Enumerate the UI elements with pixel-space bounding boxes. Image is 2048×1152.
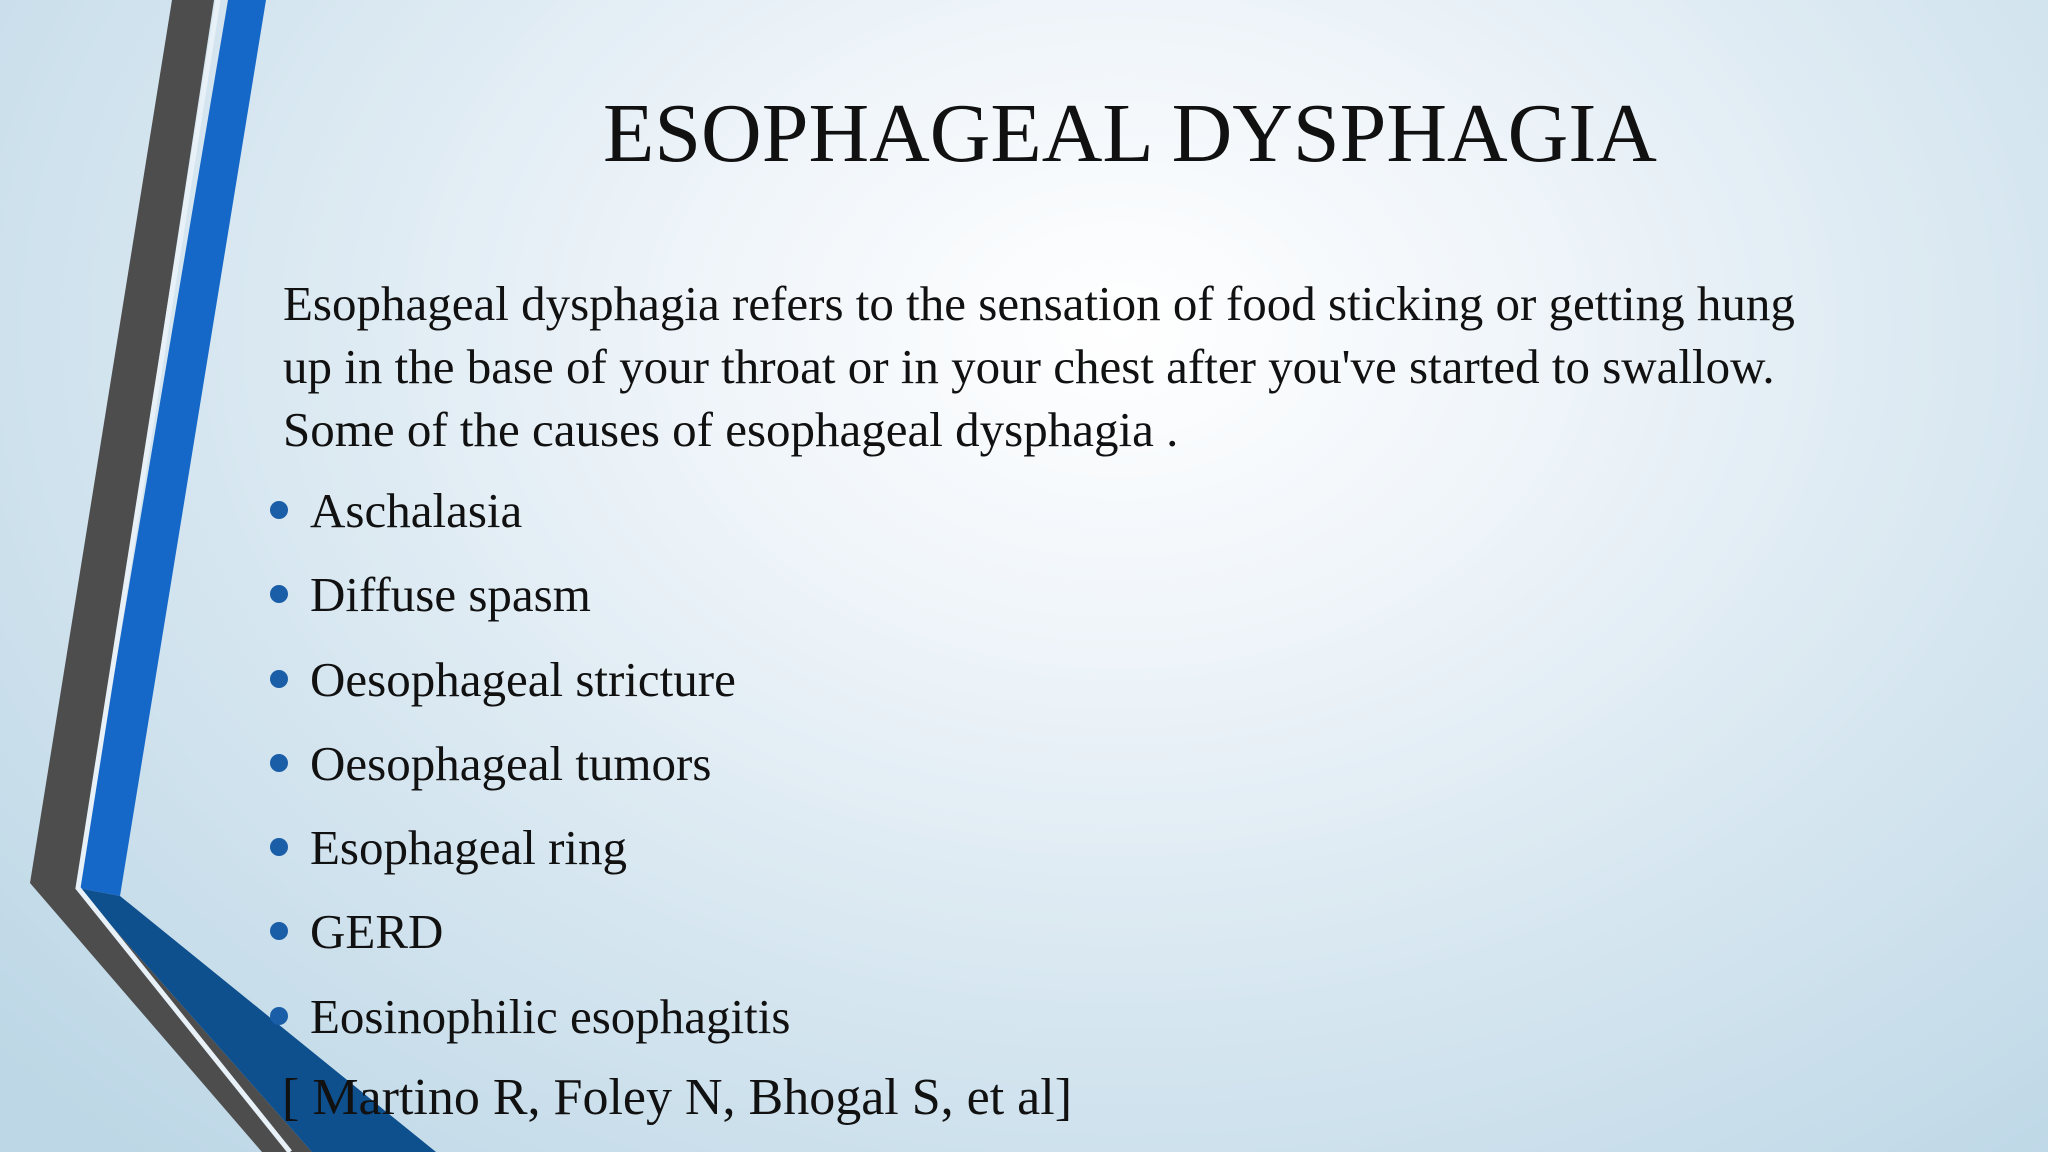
- list-item-label: GERD: [310, 904, 444, 960]
- list-item-label: Diffuse spasm: [310, 567, 591, 623]
- causes-list: [268, 478, 790, 1068]
- list-item: [268, 731, 790, 815]
- bullet-dot-icon: [270, 838, 288, 856]
- bullet-dot-icon: [270, 754, 288, 772]
- list-item-label: Oesophageal tumors: [310, 735, 712, 791]
- bullet-dot-icon: [270, 922, 288, 940]
- bullet-dot-icon: [270, 670, 288, 688]
- list-item-label: Oesophageal stricture: [310, 651, 736, 707]
- citation: [ Martino R, Foley N, Bhogal S, et al]: [282, 1069, 1073, 1126]
- list-item-label: Esophageal ring: [310, 820, 628, 876]
- list-item: [268, 647, 790, 731]
- list-item: [268, 478, 790, 562]
- list-item: [268, 815, 790, 899]
- bullet-dot-icon: [270, 501, 288, 519]
- list-item: [268, 899, 790, 983]
- intro-paragraph: [283, 272, 1983, 461]
- intro-line: Some of the causes of esophageal dysphagia .: [283, 402, 1179, 457]
- list-item-label: Eosinophilic esophagitis: [310, 988, 791, 1044]
- slide-title: ESOPHAGEAL DYSPHAGIA: [603, 87, 1657, 180]
- list-item: [268, 562, 790, 646]
- bullet-dot-icon: [270, 1007, 288, 1025]
- bullet-dot-icon: [270, 585, 288, 603]
- list-item: [268, 984, 790, 1068]
- list-item-label: Aschalasia: [310, 483, 523, 538]
- intro-line: Esophageal dysphagia refers to the sensation of food sticking or getting hung: [283, 276, 1795, 331]
- intro-line: up in the base of your throat or in your chest after you've started to swallow.: [283, 339, 1775, 394]
